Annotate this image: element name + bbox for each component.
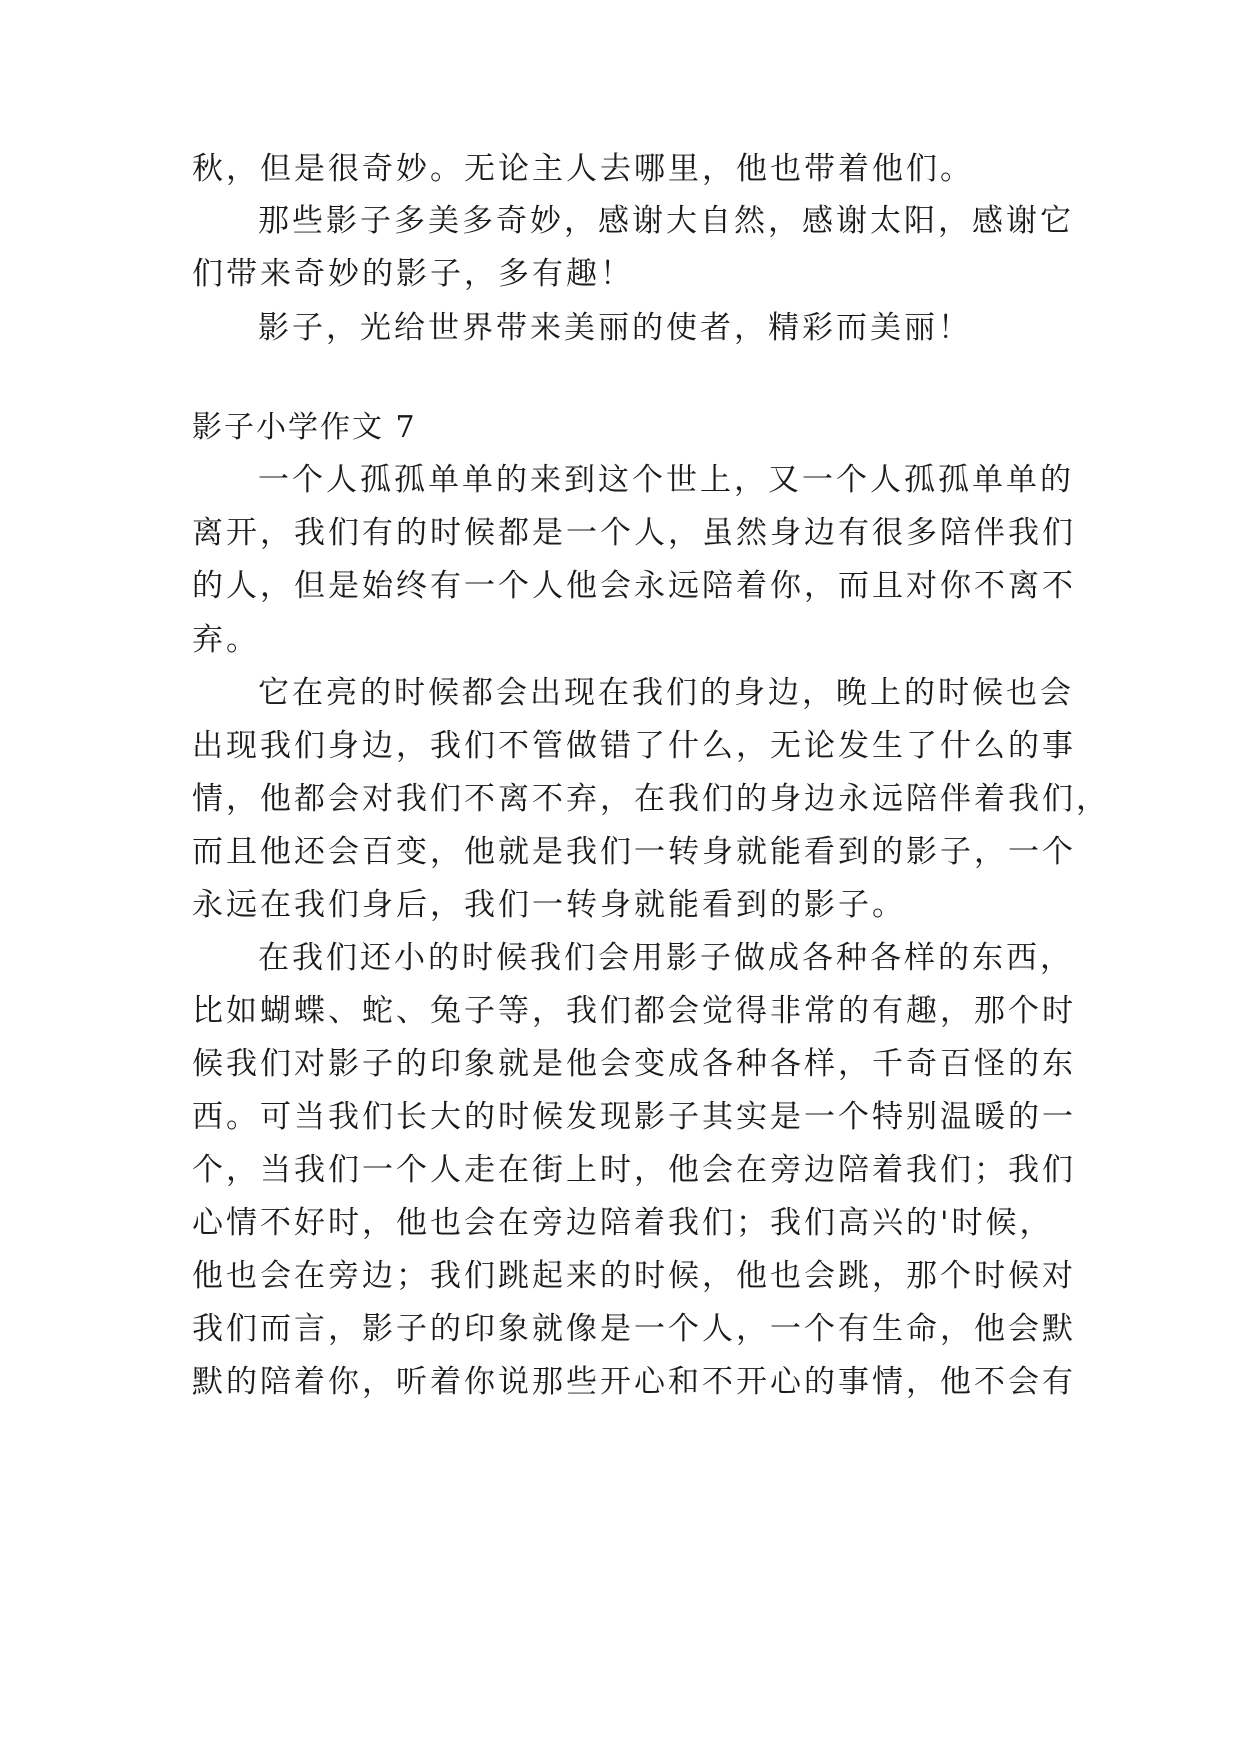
text-line: 而且他还会百变，他就是我们一转身就能看到的影子，一个 xyxy=(192,834,1076,870)
text-line: 一个人孤孤单单的来到这个世上，又一个人孤孤单单的 xyxy=(258,462,1074,498)
text-line: 情，他都会对我们不离不弃，在我们的身边永远陪伴着我们， xyxy=(192,781,1110,817)
text-line: 候我们对影子的印象就是他会变成各种各样，千奇百怪的东 xyxy=(192,1046,1076,1082)
text-line: 永远在我们身后，我们一转身就能看到的影子。 xyxy=(192,887,906,923)
text-line: 个，当我们一个人走在街上时，他会在旁边陪着我们；我们 xyxy=(192,1152,1076,1188)
text-line: 心情不好时，他也会在旁边陪着我们；我们高兴的'时候， xyxy=(192,1205,1054,1241)
text-line: 影子，光给世界带来美丽的使者，精彩而美丽！ xyxy=(258,310,972,346)
text-line: 西。可当我们长大的时候发现影子其实是一个特别温暖的一 xyxy=(192,1099,1076,1135)
text-line: 我们而言，影子的印象就像是一个人，一个有生命，他会默 xyxy=(192,1311,1076,1347)
text-line: 的人，但是始终有一个人他会永远陪着你，而且对你不离不 xyxy=(192,568,1076,604)
text-line: 秋，但是很奇妙。无论主人去哪里，他也带着他们。 xyxy=(192,151,974,187)
text-line: 们带来奇妙的影子，多有趣！ xyxy=(192,256,634,292)
text-line: 它在亮的时候都会出现在我们的身边，晚上的时候也会 xyxy=(258,675,1074,711)
text-line: 他也会在旁边；我们跳起来的时候，他也会跳，那个时候对 xyxy=(192,1258,1076,1294)
text-line: 在我们还小的时候我们会用影子做成各种各样的东西， xyxy=(258,940,1074,976)
text-line: 离开，我们有的时候都是一个人，虽然身边有很多陪伴我们 xyxy=(192,515,1076,551)
text-line: 弃。 xyxy=(192,622,260,658)
section-heading: 影子小学作文 7 xyxy=(192,410,417,445)
text-line: 默的陪着你，听着你说那些开心和不开心的事情，他不会有 xyxy=(192,1364,1076,1400)
text-line: 出现我们身边，我们不管做错了什么，无论发生了什么的事 xyxy=(192,728,1076,764)
text-line: 那些影子多美多奇妙，感谢大自然，感谢太阳，感谢它 xyxy=(258,203,1074,239)
text-line: 比如蝴蝶、蛇、兔子等，我们都会觉得非常的有趣，那个时 xyxy=(192,993,1076,1029)
